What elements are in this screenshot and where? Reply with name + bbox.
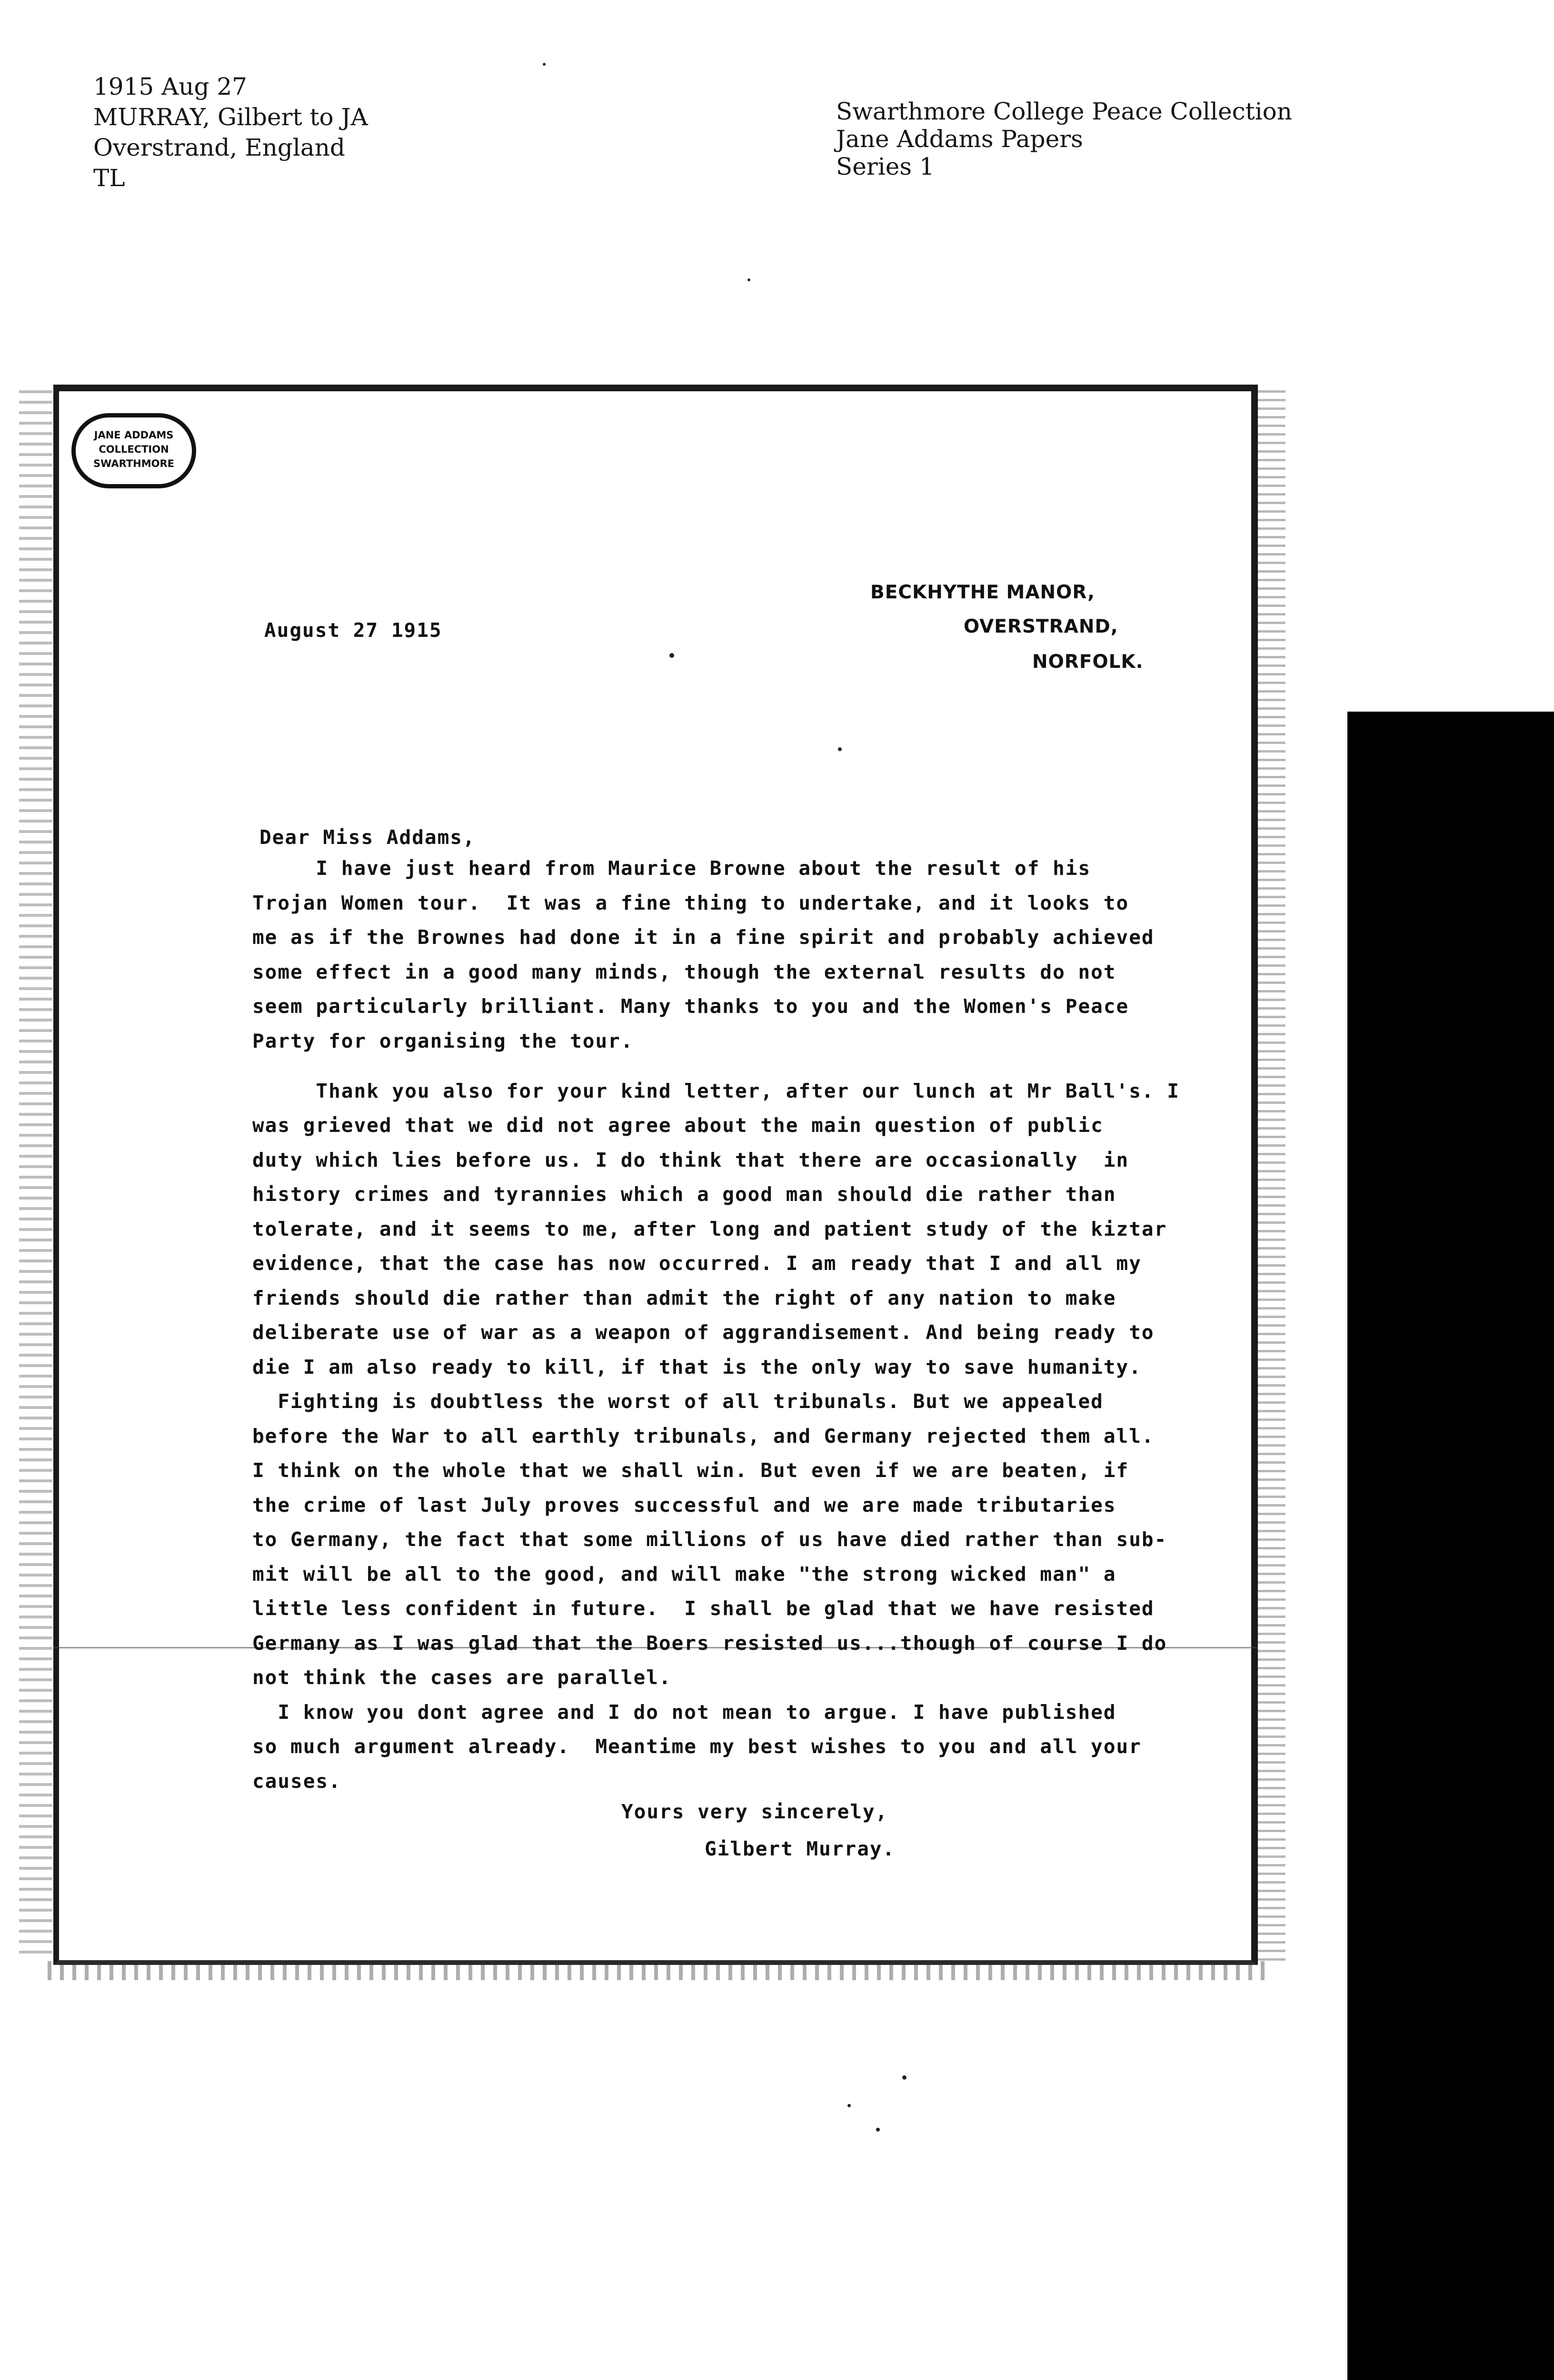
body-line: Germany as I was glad that the Boers resisted us...though of course I do <box>252 1631 1167 1655</box>
body-line: tolerate, and it seems to me, after long and patient study of the kiztar <box>252 1217 1167 1240</box>
scan-speck <box>747 278 750 281</box>
scan-speck <box>847 2104 851 2107</box>
collection-name: Swarthmore College Peace Collection <box>836 98 1292 125</box>
series-name: Series 1 <box>836 153 935 180</box>
body-line: the crime of last July proves successful and we are made tributaries <box>252 1493 1116 1517</box>
body-line: Trojan Women tour. It was a fine thing to undertake, and it looks to <box>252 891 1129 914</box>
body-line: me as if the Brownes had done it in a fine spirit and probably achieved <box>252 926 1155 949</box>
scan-edge-noise-right <box>1257 390 1285 1961</box>
body-line: I know you dont agree and I do not mean to argue. I have published <box>252 1700 1116 1724</box>
salutation: Dear Miss Addams, <box>259 826 476 849</box>
body-line: so much argument already. Meantime my best wishes to you and all your <box>252 1735 1142 1758</box>
body-line: Fighting is doubtless the worst of all tribunals. But we appealed <box>252 1390 1104 1413</box>
scan-speck <box>838 747 842 751</box>
address-line: BECKHYTHE MANOR, <box>870 582 1095 603</box>
scan-speck <box>876 2128 880 2132</box>
address-line: NORFOLK. <box>1032 651 1144 673</box>
body-line: I think on the whole that we shall win. But even if we are beaten, if <box>252 1459 1129 1482</box>
letter-date: August 27 1915 <box>264 619 442 642</box>
scan-edge-noise-left <box>19 390 52 1961</box>
stamp-line: JANE ADDAMS <box>94 429 174 441</box>
stamp-line: COLLECTION <box>99 444 169 455</box>
catalog-header-right <box>836 98 1292 180</box>
collection-stamp <box>71 413 196 488</box>
body-line: seem particularly brilliant. Many thanks to you and the Women's Peace <box>252 995 1129 1018</box>
body-line: I have just heard from Maurice Browne about the result of his <box>252 857 1091 880</box>
scan-speck <box>902 2075 906 2080</box>
body-line: causes. <box>252 1769 341 1793</box>
body-line: some effect in a good many minds, though the external results do not <box>252 960 1116 983</box>
papers-name: Jane Addams Papers <box>836 125 1083 153</box>
body-line: history crimes and tyrannies which a good man should die rather than <box>252 1183 1116 1206</box>
catalog-header-left <box>93 71 368 193</box>
catalog-format: TL <box>93 164 125 192</box>
scan-speck <box>669 653 674 658</box>
body-line: little less confident in future. I shall be glad that we have resisted <box>252 1597 1155 1620</box>
body-line: Party for organising the tour. <box>252 1029 634 1052</box>
signature: Gilbert Murray. <box>705 1837 896 1860</box>
stamp-line: SWARTHMORE <box>93 458 174 469</box>
body-line: was grieved that we did not agree about the main question of public <box>252 1114 1104 1137</box>
scan-black-region <box>1347 712 1554 2380</box>
body-line: mit will be all to the good, and will make "the strong wicked man" a <box>252 1562 1116 1586</box>
body-line: not think the cases are parallel. <box>252 1666 672 1689</box>
body-line: die I am also ready to kill, if that is the only way to save humanity. <box>252 1355 1142 1378</box>
catalog-correspondents: MURRAY, Gilbert to JA <box>93 103 368 131</box>
scan-speck <box>543 63 546 66</box>
closing-line: Yours very sincerely, <box>621 1800 888 1823</box>
body-line: evidence, that the case has now occurred. I am ready that I and all my <box>252 1252 1142 1275</box>
catalog-date: 1915 Aug 27 <box>93 73 247 100</box>
body-line: duty which lies before us. I do think that there are occasionally in <box>252 1148 1129 1171</box>
body-line: friends should die rather than admit the right of any nation to make <box>252 1286 1116 1309</box>
catalog-place: Overstrand, England <box>93 134 345 161</box>
body-line: deliberate use of war as a weapon of aggrandisement. And being ready to <box>252 1321 1155 1344</box>
body-line: Thank you also for your kind letter, after our lunch at Mr Ball's. I <box>252 1079 1180 1102</box>
body-line: to Germany, the fact that some millions of us have died rather than sub- <box>252 1528 1167 1551</box>
body-line: before the War to all earthly tribunals, and Germany rejected them all. <box>252 1424 1155 1448</box>
address-line: OVERSTRAND, <box>964 616 1118 637</box>
